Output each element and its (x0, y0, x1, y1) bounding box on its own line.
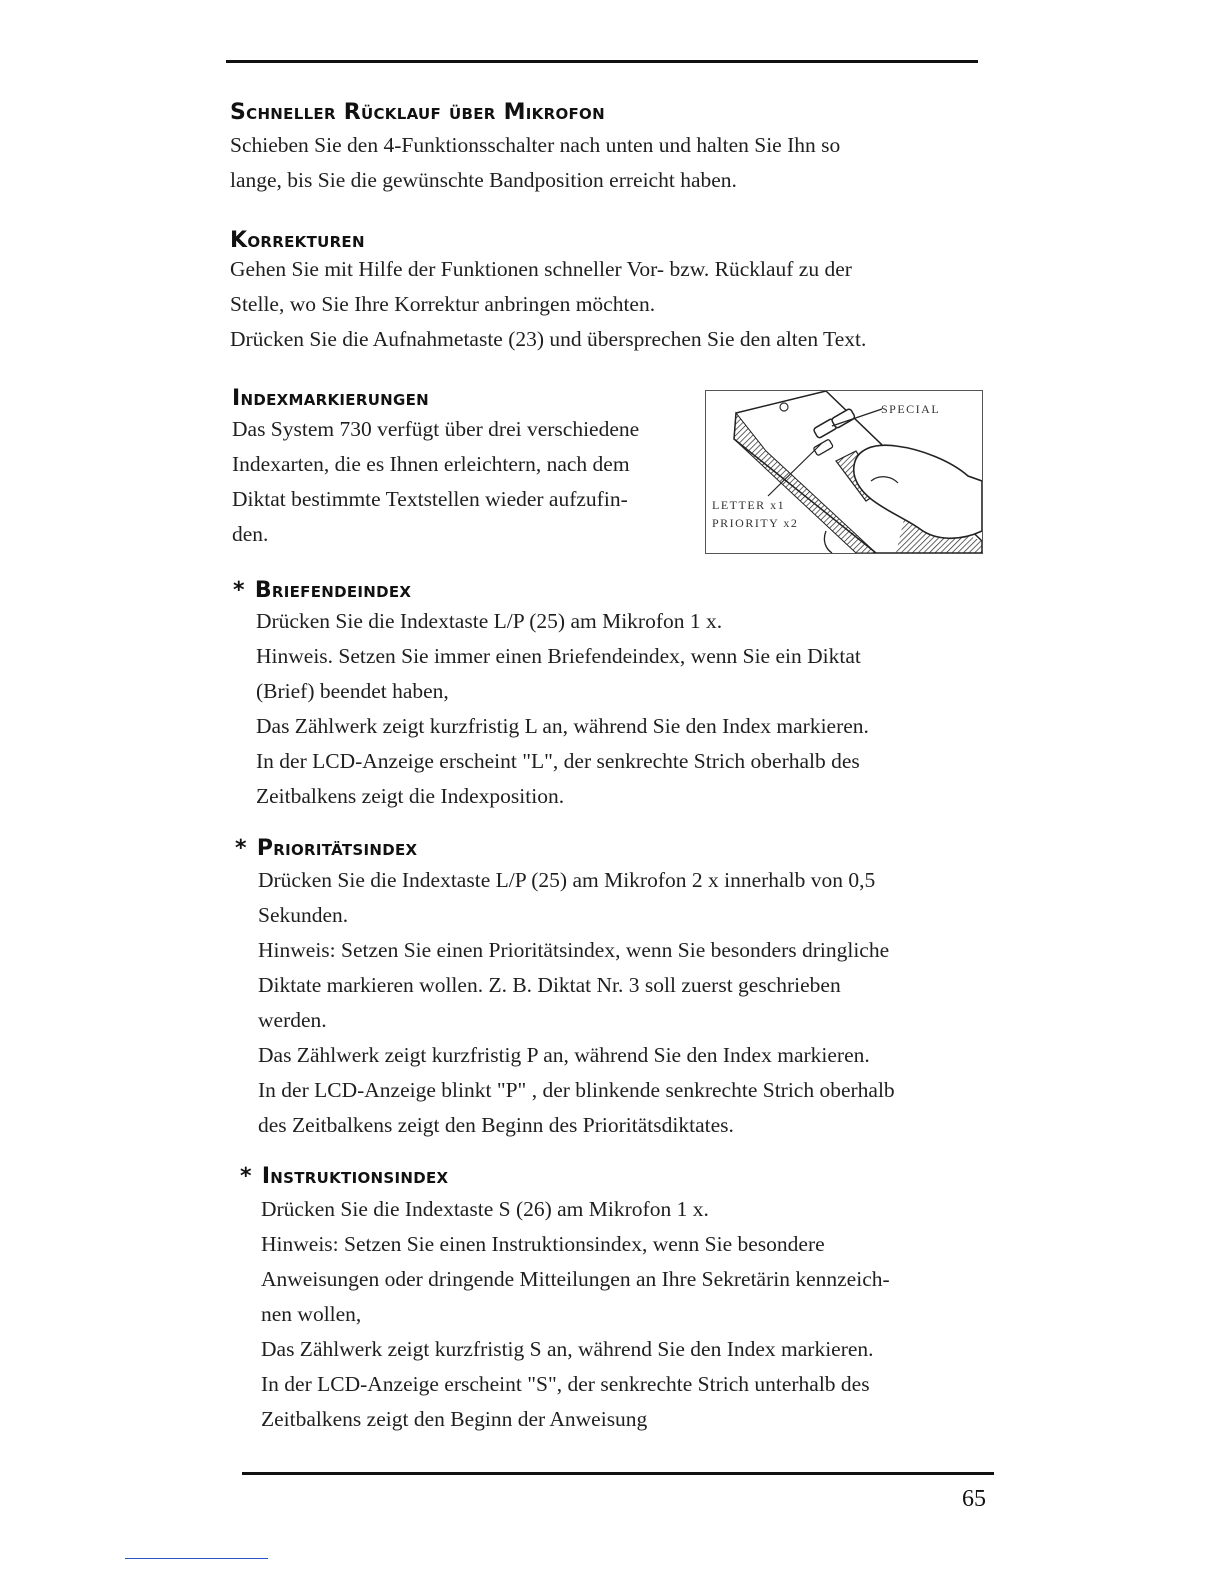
text-line: Das Zählwerk zeigt kurzfristig L an, während Sie den Index markieren. (256, 714, 869, 738)
text-line: den. (232, 522, 269, 546)
text-line: Das Zählwerk zeigt kurzfristig S an, während Sie den Index markieren. (261, 1337, 874, 1361)
text-line: Das Zählwerk zeigt kurzfristig P an, während Sie den Index markieren. (258, 1043, 870, 1067)
mic-cable (824, 531, 832, 553)
para-corrections (230, 252, 866, 357)
text-line: Diktate markieren wollen. Z. B. Diktat Nr. 3 soll zuerst geschrieben (258, 973, 841, 997)
text-line: In der LCD-Anzeige erscheint "S", der senkrechte Strich unterhalb des (261, 1372, 870, 1396)
text-line: In der LCD-Anzeige blinkt "P" , der blinkende senkrechte Strich oberhalb (258, 1078, 895, 1102)
hint-text: Setzen Sie einen Prioritätsindex, wenn Sie besonders dringliche (335, 938, 890, 962)
hint-line (258, 933, 895, 968)
text-line: Diktat bestimmte Textstellen wieder aufzufin- (232, 487, 628, 511)
text-line: werden. (258, 1008, 327, 1032)
text-line: Schieben Sie den 4-Funktionsschalter nach unten und halten Sie Ihn so (230, 133, 841, 157)
hint-line (261, 1227, 890, 1262)
text-line: Sekunden. (258, 903, 349, 927)
footnote-rule (125, 1558, 268, 1559)
hint-line (256, 639, 869, 674)
heading-rewind: Schneller Rücklauf über Mikrofon (230, 100, 605, 125)
bullet-star: * (235, 836, 247, 861)
heading-priority-index (235, 836, 417, 861)
text-line: Drücken Sie die Indextaste S (26) am Mikrofon 1 x. (261, 1197, 709, 1221)
text-line: Indexarten, die es Ihnen erleichtern, nach dem (232, 452, 630, 476)
text-line: nen wollen, (261, 1302, 362, 1326)
para-index-marks (232, 412, 639, 552)
hint-label: Hinweis: (258, 938, 336, 962)
top-rule (226, 60, 978, 63)
text-line: Anweisungen oder dringende Mitteilungen an Ihre Sekretärin kennzeich- (261, 1267, 890, 1291)
para-rewind (230, 128, 840, 198)
heading-letter-index-text: Briefendeindex (254, 578, 412, 603)
label-letter: LETTER x1 (712, 498, 786, 512)
text-line: Zeitbalkens zeigt den Beginn der Anweisung (261, 1407, 648, 1431)
bullet-star: * (233, 578, 245, 603)
heading-index-marks: Indexmarkierungen (232, 386, 430, 411)
text-line: Drücken Sie die Aufnahmetaste (23) und übersprechen Sie den alten Text. (230, 327, 867, 351)
microphone-illustration (705, 390, 983, 554)
heading-priority-index-text: Prioritätsindex (256, 836, 418, 861)
page-number: 65 (962, 1486, 986, 1512)
text-line: Drücken Sie die Indextaste L/P (25) am Mikrofon 2 x innerhalb von 0,5 (258, 868, 876, 892)
label-priority: PRIORITY x2 (712, 516, 799, 530)
hint-label: Hinweis: (261, 1232, 339, 1256)
text-line: (Brief) beendet haben, (256, 679, 449, 703)
text-line: Zeitbalkens zeigt die Indexposition. (256, 784, 565, 808)
text-line: Stelle, wo Sie Ihre Korrektur anbringen möchten. (230, 292, 656, 316)
text-line: Das System 730 verfügt über drei verschiedene (232, 417, 640, 441)
text-line: lange, bis Sie die gewünschte Bandposition erreicht haben. (230, 168, 737, 192)
heading-corrections: Korrekturen (230, 228, 365, 253)
hint-label: Hinweis. (256, 644, 334, 668)
hint-text: Setzen Sie immer einen Briefendeindex, wenn Sie ein Diktat (333, 644, 861, 668)
text-line: In der LCD-Anzeige erscheint "L", der senkrechte Strich oberhalb des (256, 749, 860, 773)
heading-instruction-index-text: Instruktionsindex (261, 1164, 449, 1189)
text-line: Gehen Sie mit Hilfe der Funktionen schneller Vor- bzw. Rücklauf zu der (230, 257, 852, 281)
hint-text: Setzen Sie einen Instruktionsindex, wenn Sie besondere (338, 1232, 825, 1256)
heading-instruction-index (240, 1164, 448, 1189)
para-letter-index (256, 604, 869, 814)
bottom-rule (242, 1472, 994, 1475)
label-special: SPECIAL (881, 402, 941, 416)
bullet-star: * (240, 1164, 252, 1189)
text-line: des Zeitbalkens zeigt den Beginn des Prioritätsdiktates. (258, 1113, 734, 1137)
para-instruction-index (261, 1192, 890, 1437)
para-priority-index (258, 863, 895, 1143)
text-line: Drücken Sie die Indextaste L/P (25) am Mikrofon 1 x. (256, 609, 723, 633)
heading-letter-index (233, 578, 411, 603)
